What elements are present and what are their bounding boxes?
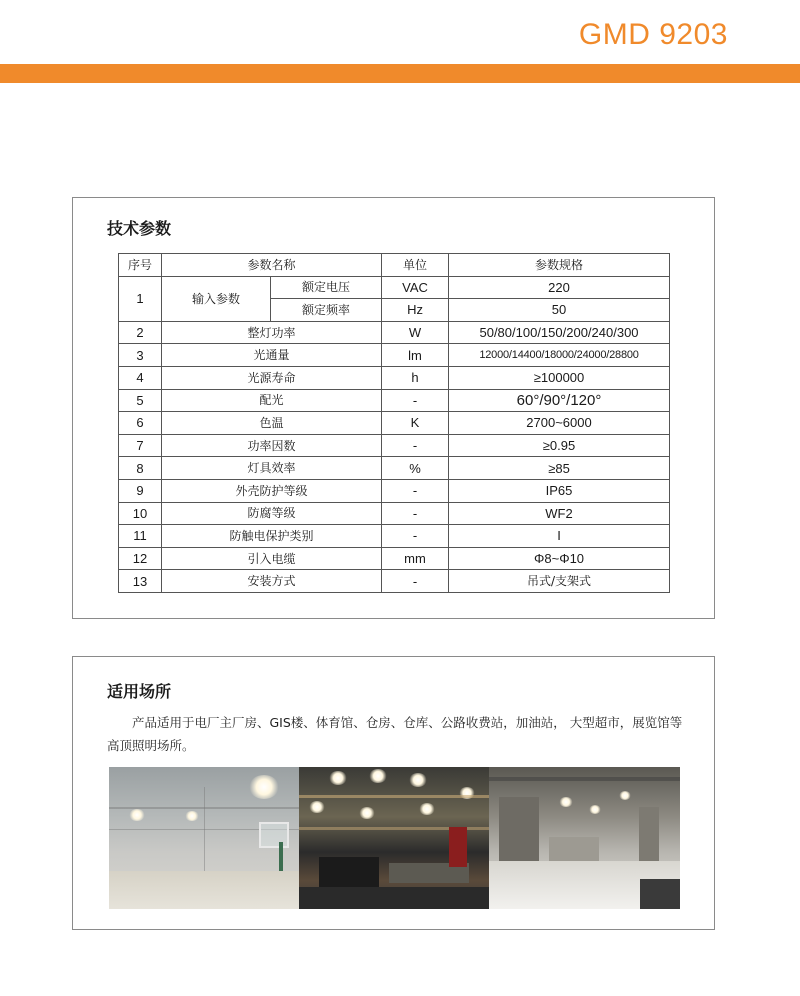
table-row	[119, 457, 670, 480]
row-unit: -	[382, 389, 449, 412]
row-name: 灯具效率	[162, 457, 382, 480]
row-group-name: 输入参数	[162, 276, 271, 321]
row-unit: VAC	[382, 276, 449, 299]
row-value: Φ8~Φ10	[449, 547, 670, 570]
row-name: 防腐等级	[162, 502, 382, 525]
row-no: 10	[119, 502, 162, 525]
table-row	[119, 570, 670, 593]
row-no: 11	[119, 525, 162, 548]
header-accent-bar	[0, 64, 800, 83]
table-row	[119, 276, 670, 299]
row-value: 60°/90°/120°	[449, 389, 670, 412]
row-sub-name: 额定频率	[271, 299, 382, 322]
row-name: 色温	[162, 412, 382, 435]
application-title: 适用场所	[107, 682, 172, 701]
row-name: 引入电缆	[162, 547, 382, 570]
col-name: 参数名称	[162, 254, 382, 277]
row-value: 50	[449, 299, 670, 322]
indoor-basketball-court-photo	[109, 767, 299, 909]
row-unit: Hz	[382, 299, 449, 322]
table-row	[119, 389, 670, 412]
row-unit: -	[382, 570, 449, 593]
table-row	[119, 547, 670, 570]
row-unit: lm	[382, 344, 449, 367]
row-name: 配光	[162, 389, 382, 412]
row-no: 13	[119, 570, 162, 593]
row-value: IP65	[449, 479, 670, 502]
row-value: 50/80/100/150/200/240/300	[449, 321, 670, 344]
row-unit: -	[382, 479, 449, 502]
spec-header-row	[119, 254, 670, 277]
application-panel	[72, 656, 715, 930]
row-no: 8	[119, 457, 162, 480]
row-value: WF2	[449, 502, 670, 525]
row-value: I	[449, 525, 670, 548]
row-no: 1	[119, 276, 162, 321]
row-name: 防触电保护类别	[162, 525, 382, 548]
row-no: 9	[119, 479, 162, 502]
row-unit: W	[382, 321, 449, 344]
table-row	[119, 344, 670, 367]
row-sub-name: 额定电压	[271, 276, 382, 299]
row-unit: -	[382, 525, 449, 548]
table-row	[119, 479, 670, 502]
row-no: 4	[119, 366, 162, 389]
row-value: 吊式/支架式	[449, 570, 670, 593]
row-no: 6	[119, 412, 162, 435]
row-unit: %	[382, 457, 449, 480]
table-row	[119, 502, 670, 525]
row-value: 2700~6000	[449, 412, 670, 435]
row-value: ≥0.95	[449, 434, 670, 457]
row-unit: K	[382, 412, 449, 435]
table-row	[119, 366, 670, 389]
row-value: ≥85	[449, 457, 670, 480]
row-name: 安装方式	[162, 570, 382, 593]
row-no: 5	[119, 389, 162, 412]
row-no: 12	[119, 547, 162, 570]
row-unit: h	[382, 366, 449, 389]
row-value: 220	[449, 276, 670, 299]
row-value: 12000/14400/18000/24000/28800	[449, 344, 670, 367]
row-unit: -	[382, 434, 449, 457]
col-value: 参数规格	[449, 254, 670, 277]
row-name: 外壳防护等级	[162, 479, 382, 502]
gymnasium-photo	[299, 767, 489, 909]
row-no: 2	[119, 321, 162, 344]
row-no: 3	[119, 344, 162, 367]
row-value: ≥100000	[449, 366, 670, 389]
row-name: 光通量	[162, 344, 382, 367]
table-row	[119, 321, 670, 344]
row-name: 光源寿命	[162, 366, 382, 389]
row-unit: mm	[382, 547, 449, 570]
model-number: GMD 9203	[578, 18, 728, 51]
col-no: 序号	[119, 254, 162, 277]
table-row	[119, 434, 670, 457]
factory-corridor-photo	[489, 767, 680, 909]
table-row	[119, 525, 670, 548]
table-row	[119, 412, 670, 435]
col-unit: 单位	[382, 254, 449, 277]
row-unit: -	[382, 502, 449, 525]
row-no: 7	[119, 434, 162, 457]
row-name: 整灯功率	[162, 321, 382, 344]
application-photos	[109, 767, 680, 909]
application-description: 产品适用于电厂主厂房、GIS楼、体育馆、仓房、仓库、公路收费站，加油站， 大型超市，展览馆等高顶照明场所。	[107, 715, 683, 753]
spec-table	[118, 253, 670, 593]
spec-panel	[72, 197, 715, 619]
row-name: 功率因数	[162, 434, 382, 457]
spec-title: 技术参数	[107, 219, 172, 238]
